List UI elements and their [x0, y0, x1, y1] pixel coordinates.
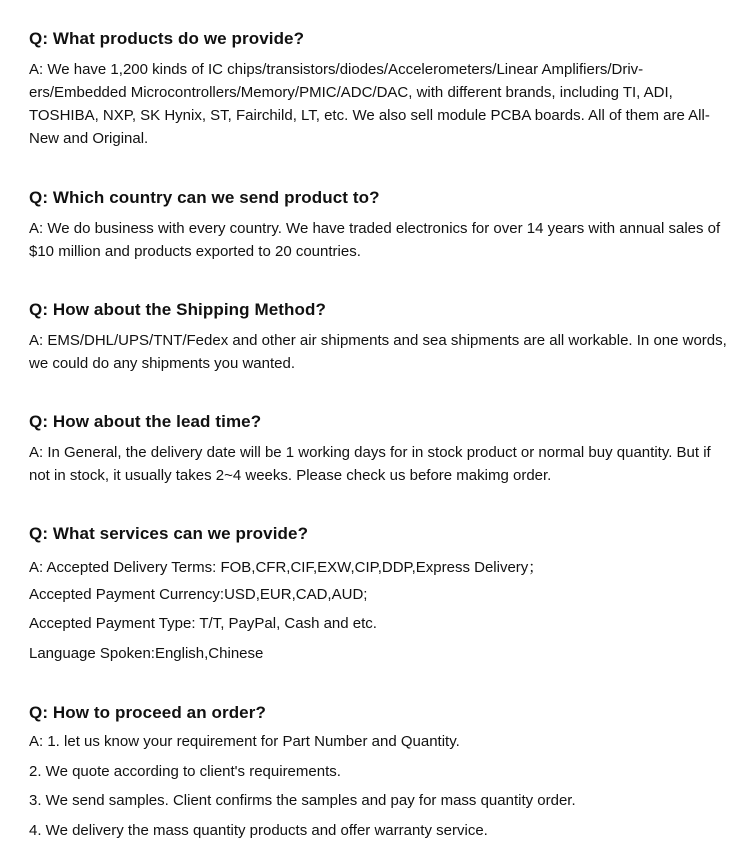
order-step: A: 1. let us know your requirement for Part Number and Quantity. [29, 733, 460, 750]
question-order: Q: How to proceed an order? [29, 703, 266, 722]
services-line: A: Accepted Delivery Terms: FOB,CFR,CIF,EXW,CIP,DDP,Express Delivery； [29, 559, 544, 576]
question-lead-time: Q: How about the lead time? [29, 412, 262, 431]
answer-products: A: We have 1,200 kinds of IC chips/transistors/diodes/Accelerometers/Linear Amplifiers/Driv-ers/Embedded Microcontrollers/Memory/PMIC/ADC/DAC, with different brands, including TI, ADI, TOSHIBA, NXP, SK Hynix, ST, Fairchild, LT, etc. We also sell module PCBA boards. All of them are All-New and Original. [29, 61, 710, 147]
order-step: 2. We quote according to client's requirements. [29, 763, 341, 780]
order-step: 3. We send samples. Client confirms the samples and pay for mass quantity order. [29, 792, 576, 809]
question-services: Q: What services can we provide? [29, 524, 309, 543]
question-country: Q: Which country can we send product to? [29, 188, 380, 207]
question-shipping: Q: How about the Shipping Method? [29, 300, 326, 319]
answer-shipping: A: EMS/DHL/UPS/TNT/Fedex and other air shipments and sea shipments are all workable. In one words, we could do any shipments you wanted. [29, 332, 727, 372]
answer-lead-time: A: In General, the delivery date will be 1 working days for in stock product or normal buy quantity. But if not in stock, it usually takes 2~4 weeks. Please check us before makimg order. [29, 444, 711, 484]
services-line: Accepted Payment Currency:USD,EUR,CAD,AUD; [29, 586, 368, 603]
services-line: Accepted Payment Type: T/T, PayPal, Cash and etc. [29, 615, 377, 632]
order-step: 4. We delivery the mass quantity products and offer warranty service. [29, 822, 488, 839]
question-products: Q: What products do we provide? [29, 29, 305, 48]
answer-country: A: We do business with every country. We have traded electronics for over 14 years with annual sales of $10 million and products exported to 20 countries. [29, 220, 721, 260]
services-line: Language Spoken:English,Chinese [29, 645, 264, 662]
